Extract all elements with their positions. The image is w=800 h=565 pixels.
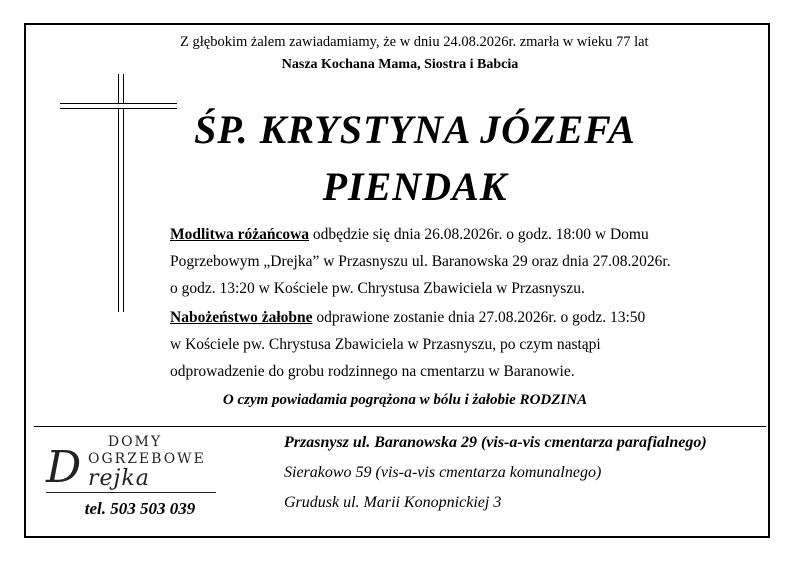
rosary-label: Modlitwa różańcowa — [170, 226, 310, 243]
body-line-6: odprowadzenie do grobu rodzinnego na cmentarzu w Baranowie. — [170, 363, 575, 380]
logo-text-top: DOMY — [107, 434, 163, 450]
logo-underline — [46, 492, 216, 493]
body-line-4-text: odprawione zostanie dnia 27.08.2026r. o godz. 13:50 — [312, 309, 646, 326]
intro-relation: Nasza Kochana Mama, Siostra i Babcia — [281, 57, 519, 72]
logo-initial: D — [46, 442, 82, 493]
intro-text: Z głębokim żalem zawiadamiamy, że w dniu 24.08.2026r. zmarła w wieku 77 lat — [180, 34, 649, 50]
address-3: Grudusk ul. Marii Konopnickiej 3 — [284, 494, 502, 511]
phone-number: tel. 503 503 039 — [84, 499, 196, 518]
address-2: Sierakowo 59 (vis-a-vis cmentarza komunalnego) — [284, 464, 602, 481]
body-line-1-text: odbędzie się dnia 26.08.2026r. o godz. 18:00 w Domu — [309, 226, 649, 243]
deceased-name: ŚP. KRYSTYNA JÓZEFA — [194, 107, 636, 152]
body-line-3: o godz. 13:20 w Kościele pw. Chrystusa Zbawiciela w Przasnyszu. — [170, 280, 585, 297]
footer-divider — [34, 426, 766, 427]
body-line-4 — [170, 309, 645, 327]
body-line-1 — [170, 226, 649, 244]
logo-text-mid: OGRZEBOWE — [88, 451, 206, 467]
logo-script: rejka — [88, 466, 150, 491]
closing-text: O czym powiadamia pogrążona w bólu i żałobie RODZINA — [222, 392, 588, 408]
mass-label: Nabożeństwo żałobne — [170, 309, 313, 326]
address-1: Przasnysz ul. Baranowska 29 (vis-a-vis cmentarza parafialnego) — [284, 434, 707, 451]
cross-icon — [118, 74, 124, 312]
deceased-surname: PIENDAK — [322, 164, 508, 209]
body-line-5: w Kościele pw. Chrystusa Zbawiciela w Przasnyszu, po czym nastąpi — [170, 336, 601, 353]
body-line-2: Pogrzebowym „Drejka” w Przasnyszu ul. Baranowska 29 oraz dnia 27.08.2026r. — [170, 253, 671, 270]
